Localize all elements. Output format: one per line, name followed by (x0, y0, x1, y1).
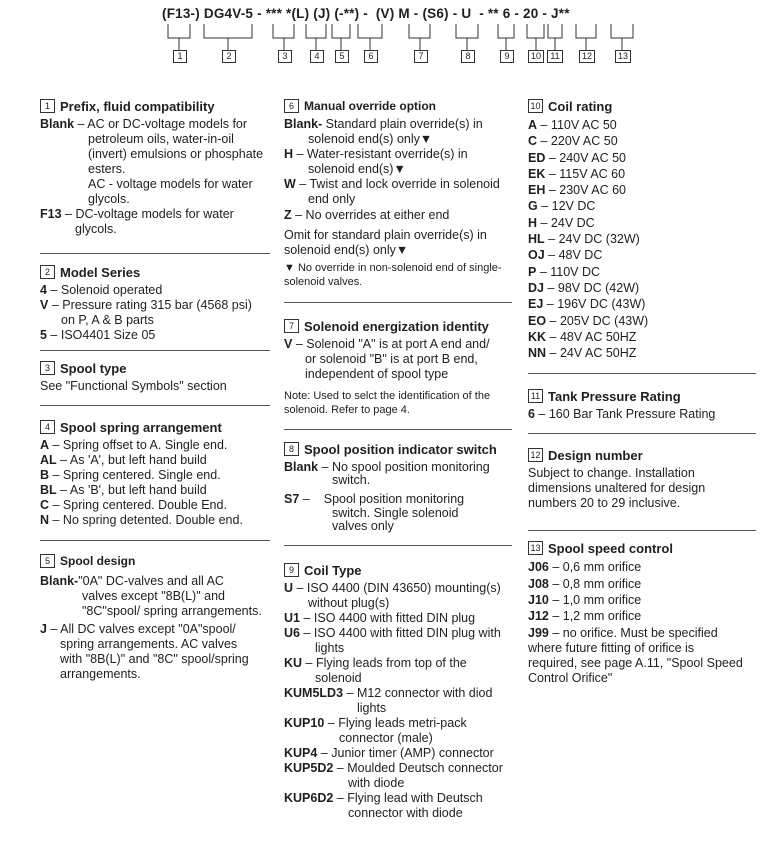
option-code: 5 (40, 328, 47, 342)
option-text: valves only (332, 519, 394, 533)
option-text: – 1,2 mm orifice (548, 609, 642, 624)
section-title: Tank Pressure Rating (548, 388, 681, 404)
section-title: Prefix, fluid compatibility (60, 98, 215, 114)
option-code: J12 (528, 609, 549, 624)
section-number: 11 (528, 389, 543, 403)
section-number: 3 (40, 361, 55, 375)
section-number: 4 (40, 420, 55, 434)
section-spool-indicator (284, 441, 512, 533)
section-text: solenoid end(s) only▼ (284, 243, 409, 257)
section-text: dimensions unaltered for design (528, 481, 706, 496)
code-number-2: 2 (222, 50, 236, 63)
option-text: solenoid end(s)▼ (308, 162, 406, 176)
option-text: or solenoid "B" is at port B end, (305, 352, 478, 366)
section-coil-rating (528, 98, 756, 361)
section-prefix (40, 98, 270, 237)
option-text: without plug(s) (308, 596, 390, 610)
option-text: – AC or DC-voltage models for (74, 117, 248, 131)
option-text: – As 'A', but left hand build (56, 453, 207, 467)
option-text: – Solenoid operated (46, 283, 163, 297)
option-text: lights (315, 641, 345, 655)
code-number-12: 12 (579, 50, 595, 63)
section-title: Design number (548, 447, 643, 463)
column-left (40, 98, 270, 682)
section-number: 1 (40, 99, 55, 113)
option-text: switch. (332, 473, 371, 487)
option-code: J99 (528, 625, 549, 640)
divider (40, 350, 270, 360)
section-spool-type (40, 360, 270, 394)
option-code: G (528, 199, 538, 214)
option-text: connector with diode (348, 806, 463, 820)
section-number: 2 (40, 265, 55, 279)
section-spool-speed (528, 540, 756, 685)
option-code: H (284, 147, 294, 161)
option-code: V (40, 298, 49, 312)
code-number-10: 10 (528, 50, 544, 63)
divider (528, 373, 756, 388)
option-code: OJ (528, 248, 545, 263)
option-text: – 24V AC 50HZ (546, 346, 637, 361)
option-code: F13 (40, 207, 62, 221)
divider (284, 429, 512, 441)
section-number: 6 (284, 99, 299, 113)
section-title: Spool type (60, 360, 127, 376)
option-text: glycols. (75, 222, 117, 236)
option-text: – 12V DC (537, 199, 596, 214)
option-code: Blank (284, 460, 319, 474)
option-text: – 110V AC 50 (537, 118, 617, 132)
section-title: Model Series (60, 264, 141, 280)
option-text: – Pressure rating 315 bar (4568 psi) (48, 298, 252, 312)
option-code: C (40, 498, 50, 512)
option-code: J10 (528, 593, 549, 608)
section-design-number (528, 447, 756, 511)
option-text: (invert) emulsions or phosphate (88, 147, 264, 161)
option-text: – Solenoid "A" is at port A end and/ (292, 337, 490, 351)
option-code: U (284, 581, 294, 595)
column-middle (284, 98, 512, 821)
option-text: Standard plain override(s) in (322, 117, 483, 131)
option-code: A (40, 438, 50, 452)
option-code: U6 (284, 626, 300, 640)
option-text: – Flying leads metri-pack (324, 716, 467, 730)
option-text: – 230V AC 60 (545, 183, 626, 198)
code-number-7: 7 (414, 50, 428, 63)
option-text: – Spring centered. Double End. (49, 498, 227, 512)
option-text: – Spring centered. Single end. (49, 468, 221, 482)
option-code: J08 (528, 576, 549, 591)
section-number: 10 (528, 99, 543, 113)
option-text: esters. (88, 162, 126, 176)
option-text: – 240V AC 50 (545, 150, 626, 165)
option-text: with "8B(L)" and "8C" spool/spring (60, 652, 249, 666)
section-text: See "Functional Symbols" section (40, 379, 227, 393)
option-text: – 196V DC (43W) (543, 297, 646, 312)
option-text: – No overrides at either end (291, 208, 450, 222)
code-number-6: 6 (364, 50, 378, 63)
divider (40, 540, 270, 553)
option-text: – As 'B', but left hand build (56, 483, 207, 497)
option-text: – 98V DC (42W) (543, 280, 640, 295)
option-text: – (299, 492, 310, 506)
model-code-brackets (0, 2, 765, 68)
code-number-8: 8 (461, 50, 475, 63)
option-text: spring arrangements. AC valves (60, 637, 238, 651)
section-spool-design (40, 553, 270, 682)
section-number: 13 (528, 541, 543, 555)
section-model-series (40, 264, 270, 343)
code-number-11: 11 (547, 50, 563, 63)
option-text: Spool position monitoring (323, 492, 465, 506)
option-code: H (528, 215, 538, 230)
option-code: KUP6D2 (284, 791, 334, 805)
section-coil-type (284, 562, 512, 821)
option-text: Control Orifice" (528, 670, 613, 685)
option-text: – No spring detented. Double end. (49, 513, 243, 527)
section-text: Omit for standard plain override(s) in (284, 228, 487, 242)
option-code: EK (528, 166, 546, 181)
section-text: Subject to change. Installation (528, 466, 695, 481)
option-text: – 0,6 mm orifice (548, 560, 642, 575)
option-code: J (40, 622, 47, 636)
option-code: EO (528, 313, 547, 328)
option-code: HL (528, 232, 545, 247)
column-right (528, 98, 756, 686)
option-code: 4 (40, 283, 47, 297)
option-code: EJ (528, 297, 544, 312)
option-text: – 160 Bar Tank Pressure Rating (534, 407, 716, 422)
option-text: arrangements. (60, 667, 141, 681)
section-title: Spool speed control (548, 540, 673, 556)
footnote: ▼ No override in non-solenoid end of single- (284, 262, 502, 274)
option-text: valves except "8B(L)" and (82, 589, 225, 603)
option-text: – 48V AC 50HZ (546, 329, 637, 344)
divider (528, 433, 756, 447)
divider (40, 405, 270, 419)
option-code: S7 (284, 492, 300, 506)
model-code-header (0, 2, 765, 68)
option-text: – Water-resistant override(s) in (293, 147, 468, 161)
option-code: Blank- (40, 574, 79, 588)
option-code: V (284, 337, 293, 351)
footnote: Note: Used to selct the identification of the (284, 390, 491, 402)
option-text: "0A" DC-valves and all AC (78, 574, 224, 588)
option-text: – 110V DC (536, 264, 601, 279)
code-number-9: 9 (500, 50, 514, 63)
section-title: Manual override option (304, 98, 437, 113)
option-text: on P, A & B parts (61, 313, 154, 327)
option-text: – 115V AC 60 (545, 166, 626, 181)
option-text: – No spool position monitoring (318, 460, 490, 474)
section-manual-override (284, 98, 512, 289)
option-text: – 48V DC (544, 248, 603, 263)
option-text: with diode (348, 776, 405, 790)
option-code: Blank- (284, 117, 323, 131)
section-spool-spring (40, 419, 270, 528)
section-title: Spool spring arrangement (60, 419, 222, 435)
option-code: Blank (40, 117, 75, 131)
option-code: KUP5D2 (284, 761, 334, 775)
section-number: 7 (284, 319, 299, 333)
option-text: – DC-voltage models for water (61, 207, 234, 221)
option-text: – ISO4401 Size 05 (46, 328, 156, 342)
option-text: – 0,8 mm orifice (548, 576, 642, 591)
option-text: – Twist and lock override in solenoid (295, 177, 500, 191)
option-text: – ISO 4400 with fitted DIN plug (299, 611, 476, 625)
option-text: – Flying leads from top of the (302, 656, 467, 670)
code-number-13: 13 (615, 50, 631, 63)
model-code-string: (F13-) DG4V-5 - *** *(L) (J) (-**) - (V) M - (S6) - U - ** 6 - 20 - J** (162, 6, 570, 21)
divider (528, 530, 756, 540)
option-code: KU (284, 656, 303, 670)
option-code: KUP10 (284, 716, 325, 730)
option-text: – Spring offset to A. Single end. (49, 438, 228, 452)
section-number: 9 (284, 563, 299, 577)
option-text: – 24V DC (32W) (544, 232, 640, 247)
option-code: AL (40, 453, 57, 467)
section-number: 5 (40, 554, 55, 568)
option-text: required, see page A.11, "Spool Speed (528, 655, 743, 670)
option-code: KK (528, 329, 547, 344)
section-number: 8 (284, 442, 299, 456)
option-text: connector (male) (339, 731, 433, 745)
option-code: KUP4 (284, 746, 318, 760)
option-text: – M12 connector with diod (343, 686, 493, 700)
option-text: – no orifice. Must be specified (548, 625, 718, 640)
option-code: C (528, 134, 538, 149)
divider (284, 302, 512, 318)
option-code: Z (284, 208, 292, 222)
option-text: lights (357, 701, 387, 715)
section-text: numbers 20 to 29 inclusive. (528, 496, 681, 511)
section-tank-pressure (528, 388, 756, 422)
option-code: KUM5LD3 (284, 686, 344, 700)
option-text: – ISO 4400 (DIN 43650) mounting(s) (293, 581, 501, 595)
section-title: Spool design (60, 553, 136, 568)
option-code: 6 (528, 407, 535, 422)
option-code: A (528, 118, 538, 132)
section-title: Coil rating (548, 98, 613, 114)
code-number-1: 1 (173, 50, 187, 63)
code-number-3: 3 (278, 50, 292, 63)
section-title: Coil Type (304, 562, 362, 578)
option-code: EH (528, 183, 546, 198)
option-text: – All DC valves except "0A"spool/ (46, 622, 236, 636)
section-title: Solenoid energization identity (304, 318, 489, 334)
option-code: W (284, 177, 296, 191)
section-solenoid-identity (284, 318, 512, 417)
option-code: NN (528, 346, 547, 361)
code-number-4: 4 (310, 50, 324, 63)
section-number: 12 (528, 448, 543, 462)
option-text: AC - voltage models for water (88, 177, 253, 191)
option-code: B (40, 468, 50, 482)
section-title: Spool position indicator switch (304, 441, 497, 457)
option-text: solenoid end(s) only▼ (308, 132, 433, 146)
option-text: – ISO 4400 with fitted DIN plug with (299, 626, 501, 640)
divider (284, 545, 512, 562)
option-text: solenoid (315, 671, 362, 685)
footnote: solenoid valves. (284, 276, 363, 288)
option-code: U1 (284, 611, 300, 625)
option-code: ED (528, 150, 546, 165)
option-text: where future fitting of orifice is (528, 640, 695, 655)
option-code: DJ (528, 280, 544, 295)
option-text: – Flying lead with Deutsch (333, 791, 483, 805)
option-text: – 1,0 mm orifice (548, 593, 642, 608)
option-text: – 205V DC (43W) (546, 313, 649, 328)
option-code: BL (40, 483, 57, 497)
option-text: "8C"spool/ spring arrangements. (82, 604, 262, 618)
option-text: – 24V DC (537, 215, 595, 230)
option-text: – Junior timer (AMP) connector (317, 746, 494, 760)
option-text: end only (308, 192, 356, 206)
code-number-5: 5 (335, 50, 349, 63)
option-code: N (40, 513, 50, 527)
option-text: – Moulded Deutsch connector (333, 761, 503, 775)
option-code: J06 (528, 560, 549, 575)
divider (40, 253, 270, 264)
option-text: glycols. (88, 192, 130, 206)
option-text: – 220V AC 50 (537, 134, 618, 149)
footnote: solenoid. Refer to page 4. (284, 404, 410, 416)
option-text: switch. Single solenoid (332, 506, 459, 520)
option-text: petroleum oils, water-in-oil (88, 132, 234, 146)
option-text: independent of spool type (305, 367, 449, 381)
option-code: P (528, 264, 537, 279)
